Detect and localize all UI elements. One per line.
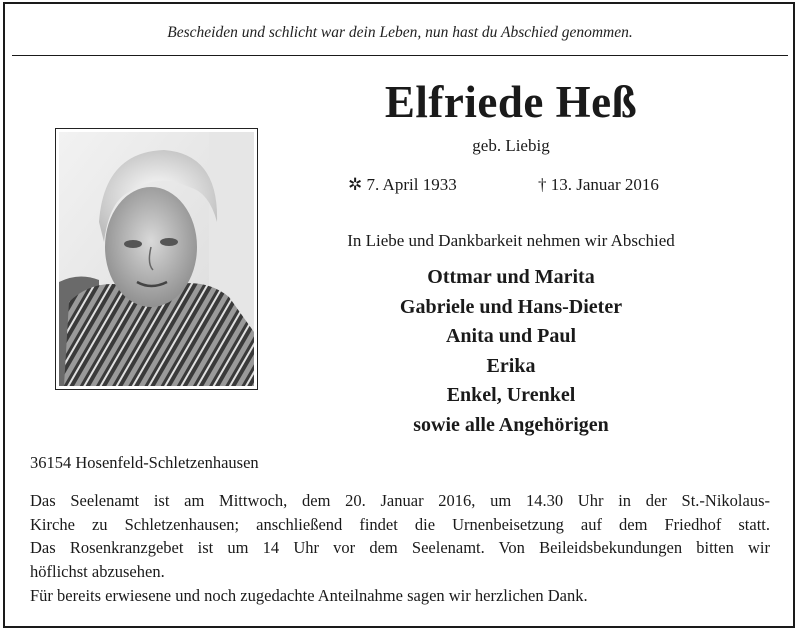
farewell-intro: In Liebe und Dankbarkeit nehmen wir Abschied — [347, 231, 675, 250]
portrait-photo — [55, 128, 258, 390]
service-info-line: höflichst abzusehen. — [30, 561, 165, 581]
mourner-entry: Ottmar und Marita — [427, 266, 595, 288]
service-info-line: Das Seelenamt ist am Mittwoch, dem 20. Januar 2016, um 14.30 Uhr in der St.-Nikolaus- — [30, 491, 770, 510]
maiden-name: geb. Liebig — [472, 136, 550, 155]
service-info-line: Das Rosenkranzgebet ist um 14 Uhr vor dem Seelenamt. Von Beileidsbekundungen bitten wir — [30, 538, 770, 557]
portrait-image — [59, 132, 254, 386]
mourner-entry: Anita und Paul — [445, 325, 577, 347]
address: 36154 Hosenfeld-Schletzenhausen — [30, 453, 259, 472]
mourner-entry: Gabriele und Hans-Dieter — [399, 295, 623, 318]
mourners-list — [310, 263, 712, 440]
mourner-entry: Erika — [486, 354, 536, 377]
divider — [12, 55, 788, 56]
deceased-name: Elfriede Heß — [384, 77, 638, 127]
mourner-entry: Enkel, Urenkel — [446, 384, 576, 406]
mourner-entry: sowie alle Angehörigen — [413, 413, 609, 436]
death-date: † 13. Januar 2016 — [538, 175, 659, 194]
motto: Bescheiden und schlicht war dein Leben, nun hast du Abschied genommen. — [167, 24, 633, 41]
thanks-note: Für bereits erwiesene und noch zugedachte Anteilnahme sagen wir herzlichen Dank. — [30, 586, 588, 605]
service-info-line: Kirche zu Schletzenhausen; anschließend findet die Urnenbeisetzung auf dem Friedhof statt. — [30, 514, 770, 534]
birth-date: ✲ 7. April 1933 — [348, 175, 457, 194]
service-info — [30, 489, 770, 583]
